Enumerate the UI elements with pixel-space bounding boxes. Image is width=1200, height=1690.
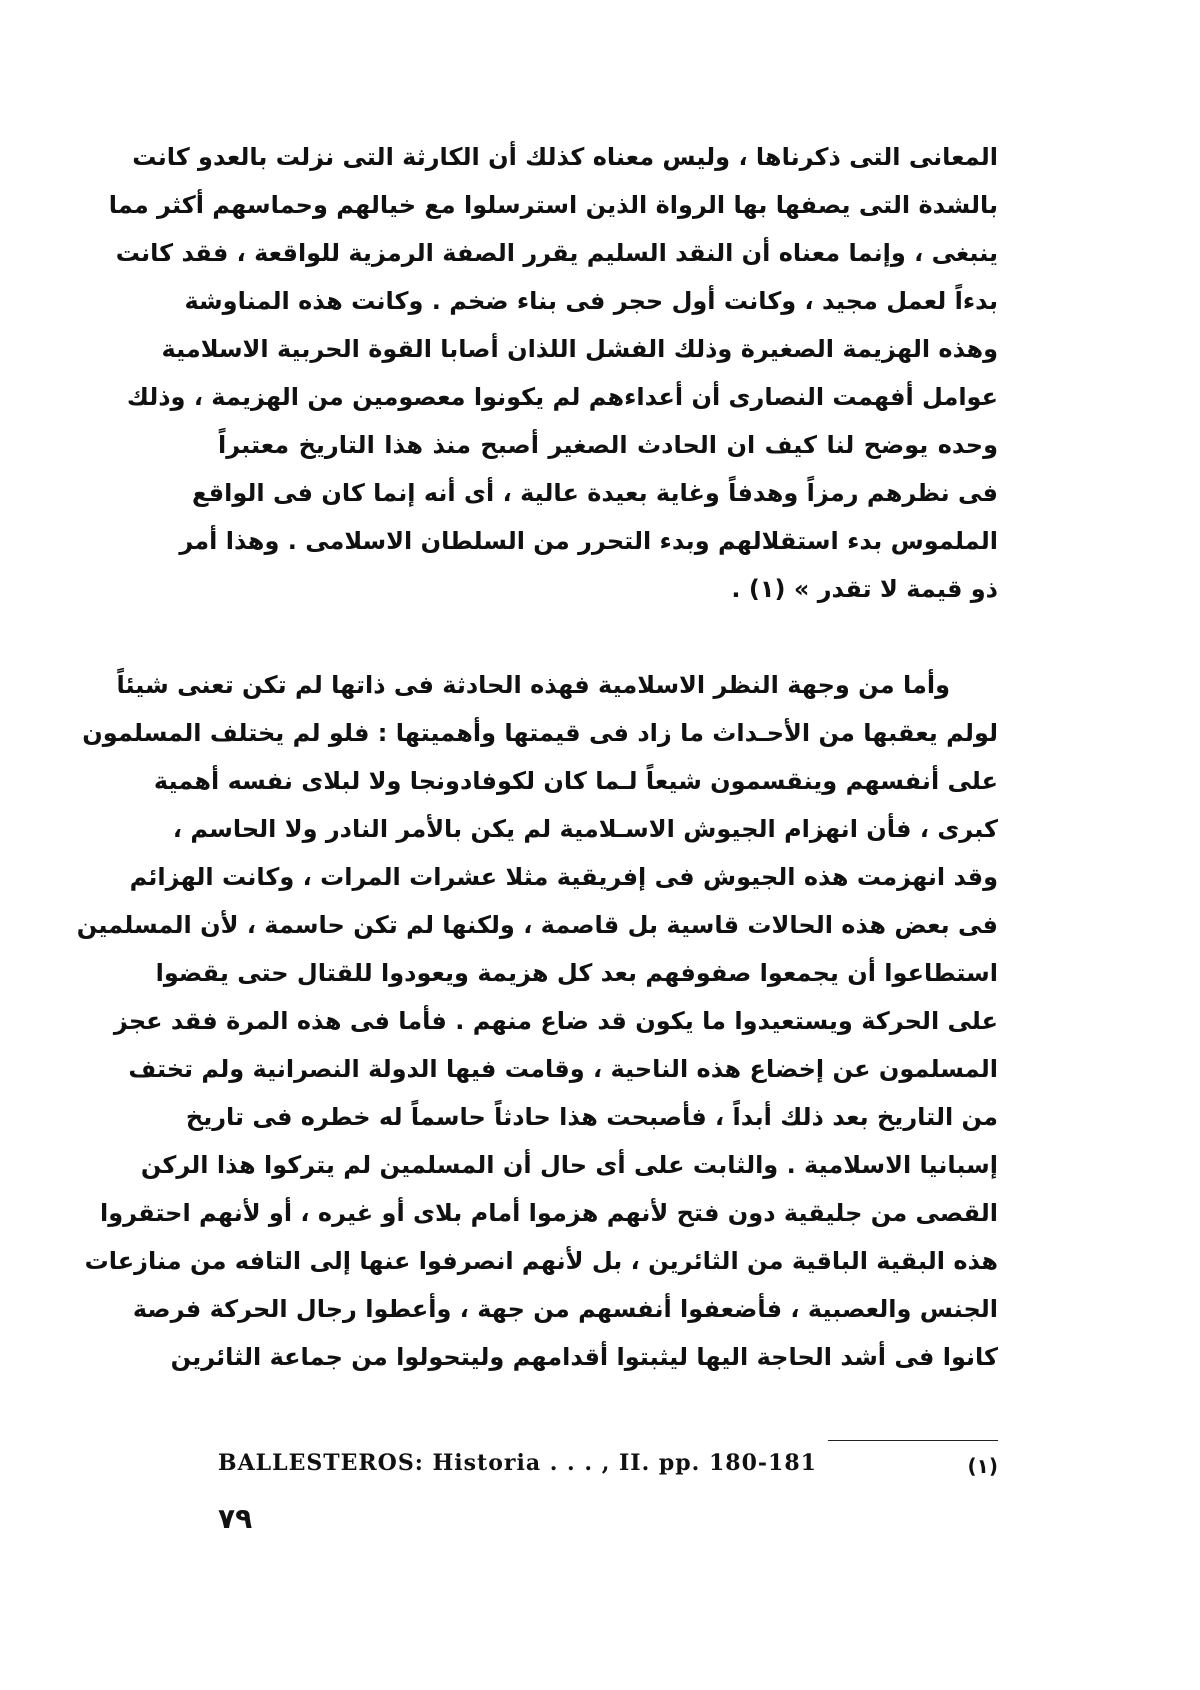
- text-line: ذو قيمة لا تقدر » (١) .: [731, 575, 998, 603]
- text-line: فى بعض هذه الحالات قاسية بل قاصمة ، ولكنها لم تكن حاسمة ، لأن المسلمين: [76, 911, 998, 939]
- text-line: إسبانيا الاسلامية . والثابت على أى حال أن المسلمين لم يتركوا هذا الركن: [140, 1151, 998, 1179]
- text-line: استطاعوا أن يجمعوا صفوفهم بعد كل هزيمة ويعودوا للقتال حتى يقضوا: [155, 959, 998, 987]
- text-line: هذه البقية الباقية من الثائرين ، بل لأنهم انصرفوا عنها إلى التافه من منازعات: [84, 1247, 998, 1275]
- text-line: القصى من جليقية دون فتح لأنهم هزموا أمام بلاى أو غيره ، أو لأنهم احتقروا: [100, 1199, 998, 1227]
- text-line: وهذه الهزيمة الصغيرة وذلك الفشل اللذان أصابا القوة الحربية الاسلامية: [161, 335, 998, 363]
- page-number: ٧٩: [218, 1502, 253, 1535]
- text-line: وقد انهزمت هذه الجيوش فى إفريقية مثلا عشرات المرات ، وكانت الهزائم: [129, 863, 998, 891]
- footnote-marker: (١): [967, 1454, 998, 1478]
- text-line: فى نظرهم رمزاً وهدفاً وغاية بعيدة عالية ، أى أنه إنما كان فى الواقع: [192, 479, 998, 507]
- footnote-reference: BALLESTEROS: Historia . . . , II. pp. 180-181: [218, 1450, 817, 1476]
- text-line: عوامل أفهمت النصارى أن أعداءهم لم يكونوا معصومين من الهزيمة ، وذلك: [126, 383, 998, 411]
- text-line: الجنس والعصبية ، فأضعفوا أنفسهم من جهة ، وأعطوا رجال الحركة فرصة: [132, 1295, 998, 1323]
- text-line: بدءاً لعمل مجيد ، وكانت أول حجر فى بناء ضخم . وكانت هذه المناوشة: [184, 287, 998, 315]
- text-line: لولم يعقبها من الأحـداث ما زاد فى قيمتها وأهميتها : فلو لم يختلف المسلمون: [82, 719, 998, 747]
- text-line: بالشدة التى يصفها بها الرواة الذين استرسلوا مع خيالهم وحماسهم أكثر مما: [108, 191, 998, 219]
- text-line: وحده يوضح لنا كيف ان الحادث الصغير أصبح منذ هذا التاريخ معتبراً: [218, 431, 998, 459]
- text-line: كبرى ، فأن انهزام الجيوش الاسـلامية لم يكن بالأمر النادر ولا الحاسم ،: [172, 815, 998, 843]
- footnote: [218, 1450, 998, 1486]
- text-line: المسلمون عن إخضاع هذه الناحية ، وقامت فيها الدولة النصرانية ولم تختف: [128, 1055, 998, 1083]
- text-line: الملموس بدء استقلالهم وبدء التحرر من السلطان الاسلامى . وهذا أمر: [179, 527, 998, 555]
- text-line: كانوا فى أشد الحاجة اليها ليثبتوا أقدامهم وليتحولوا من جماعة الثائرين: [170, 1343, 998, 1371]
- footnote-divider: [828, 1440, 998, 1441]
- paragraph-1: [108, 133, 998, 613]
- text-line: على أنفسهم وينقسمون شيعاً لـما كان لكوفادونجا ولا لبلاى نفسه أهمية: [153, 767, 998, 795]
- text-line: على الحركة ويستعيدوا ما يكون قد ضاع منهم . فأما فى هذه المرة فقد عجز: [113, 1007, 998, 1035]
- text-line: وأما من وجهة النظر الاسلامية فهذه الحادثة فى ذاتها لم تكن تعنى شيئاً: [116, 671, 950, 699]
- text-line: ينبغى ، وإنما معناه أن النقد السليم يقرر الصفة الرمزية للواقعة ، فقد كانت: [115, 239, 998, 267]
- paragraph-2: [76, 661, 998, 1381]
- text-line: المعانى التى ذكرناها ، وليس معناه كذلك أن الكارثة التى نزلت بالعدو كانت: [132, 143, 998, 171]
- text-line: من التاريخ بعد ذلك أبداً ، فأصبحت هذا حادثاً حاسماً له خطره فى تاريخ: [185, 1103, 998, 1131]
